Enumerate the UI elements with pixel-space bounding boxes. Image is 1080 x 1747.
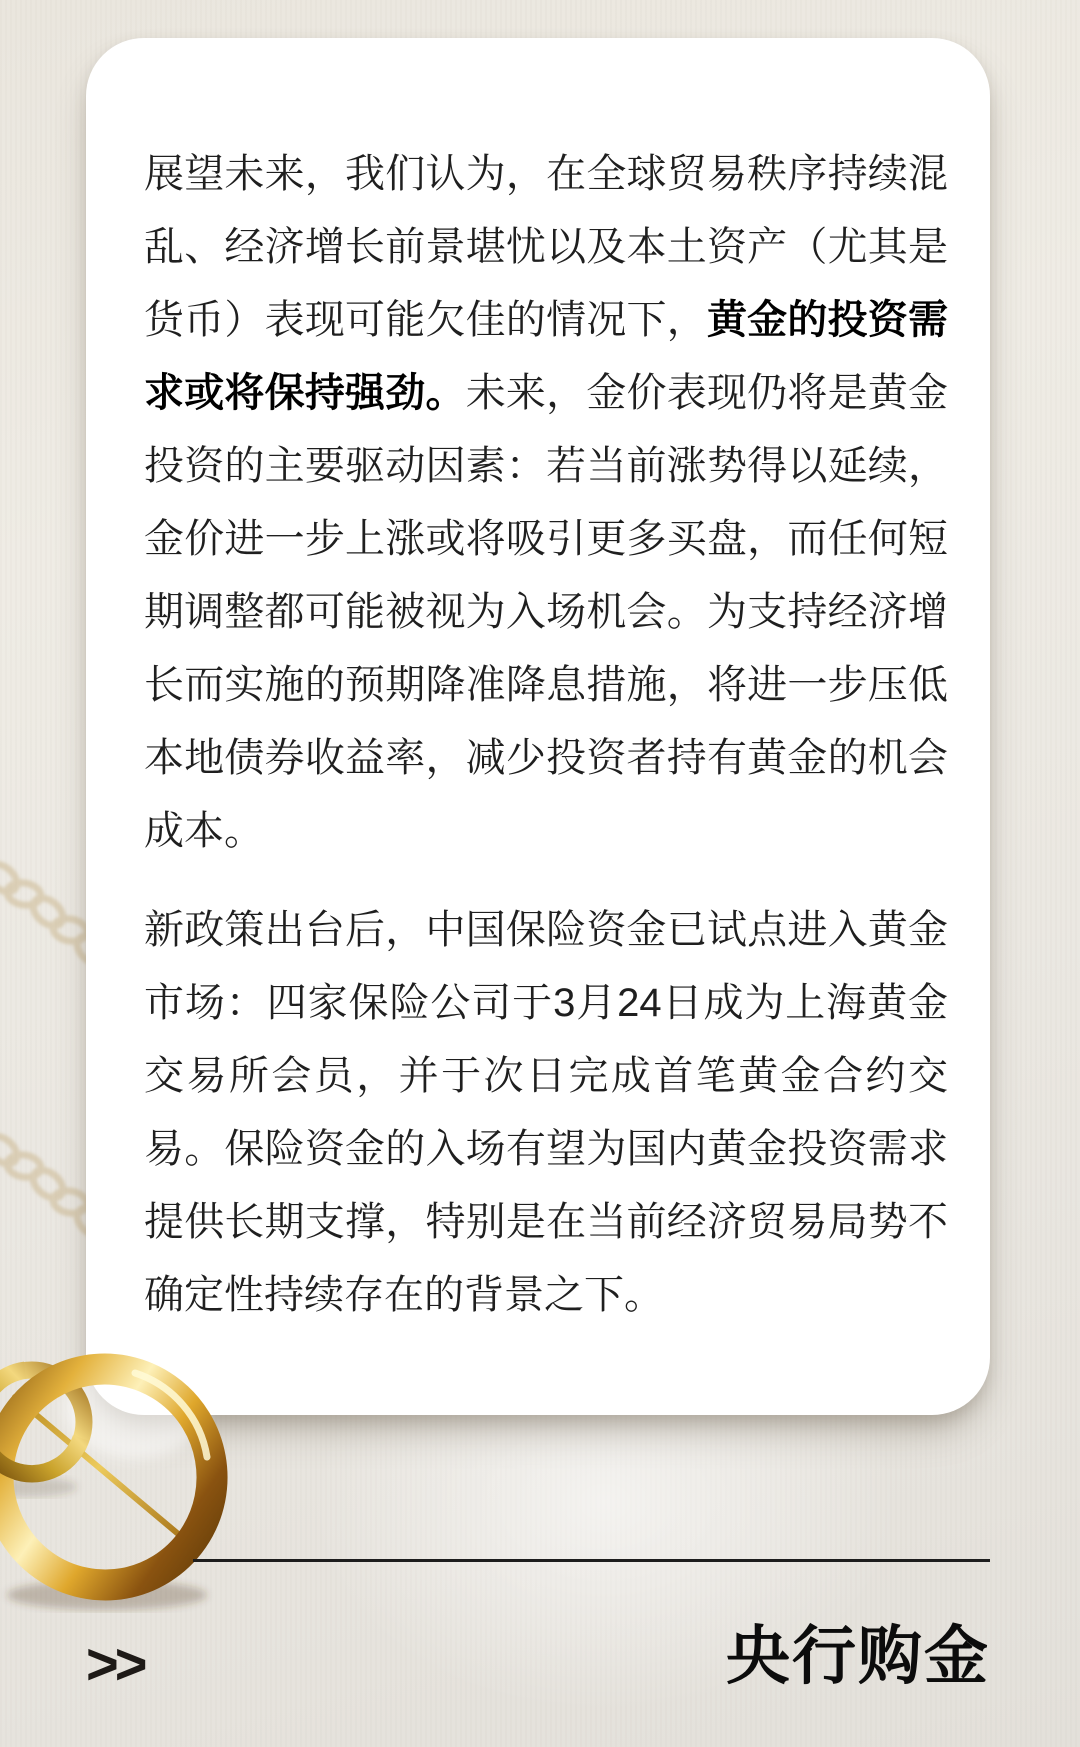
section-title: 央行购金: [726, 1620, 990, 1692]
paragraph-outlook: [144, 138, 948, 868]
gold-ring-brooch-image: [0, 1337, 245, 1617]
forward-chevrons-icon: >>: [86, 1630, 144, 1697]
footer-divider-line: [193, 1559, 990, 1562]
paragraph1-bold-text: 黄金的投资需求或将保持强劲。: [144, 298, 949, 415]
paragraph-insurance: 新政策出台后，中国保险资金已试点进入黄金市场：四家保险公司于3月24日成为上海黄金交易所会员，并于次日完成首笔黄金合约交易。保险资金的入场有望为国内黄金投资需求提供长期支撑，特别是在当前经济贸易局势不确定性持续存在的背景之下。: [144, 908, 948, 1317]
article-body: [144, 138, 948, 1332]
paragraph1-lead-text: 展望未来，我们认为，在全球贸易秩序持续混乱、经济增长前景堪忧以及本土资产（尤其是货币）表现可能欠佳的情况下，: [144, 152, 948, 342]
paragraph1-tail-text: 未来，金价表现仍将是黄金投资的主要驱动因素：若当前涨势得以延续，金价进一步上涨或将吸引更多买盘，而任何短期调整都可能被视为入场机会。为支持经济增长而实施的预期降准降息措施，将进一步压低本地债券收益率，减少投资者持有黄金的机会成本。: [144, 371, 949, 853]
